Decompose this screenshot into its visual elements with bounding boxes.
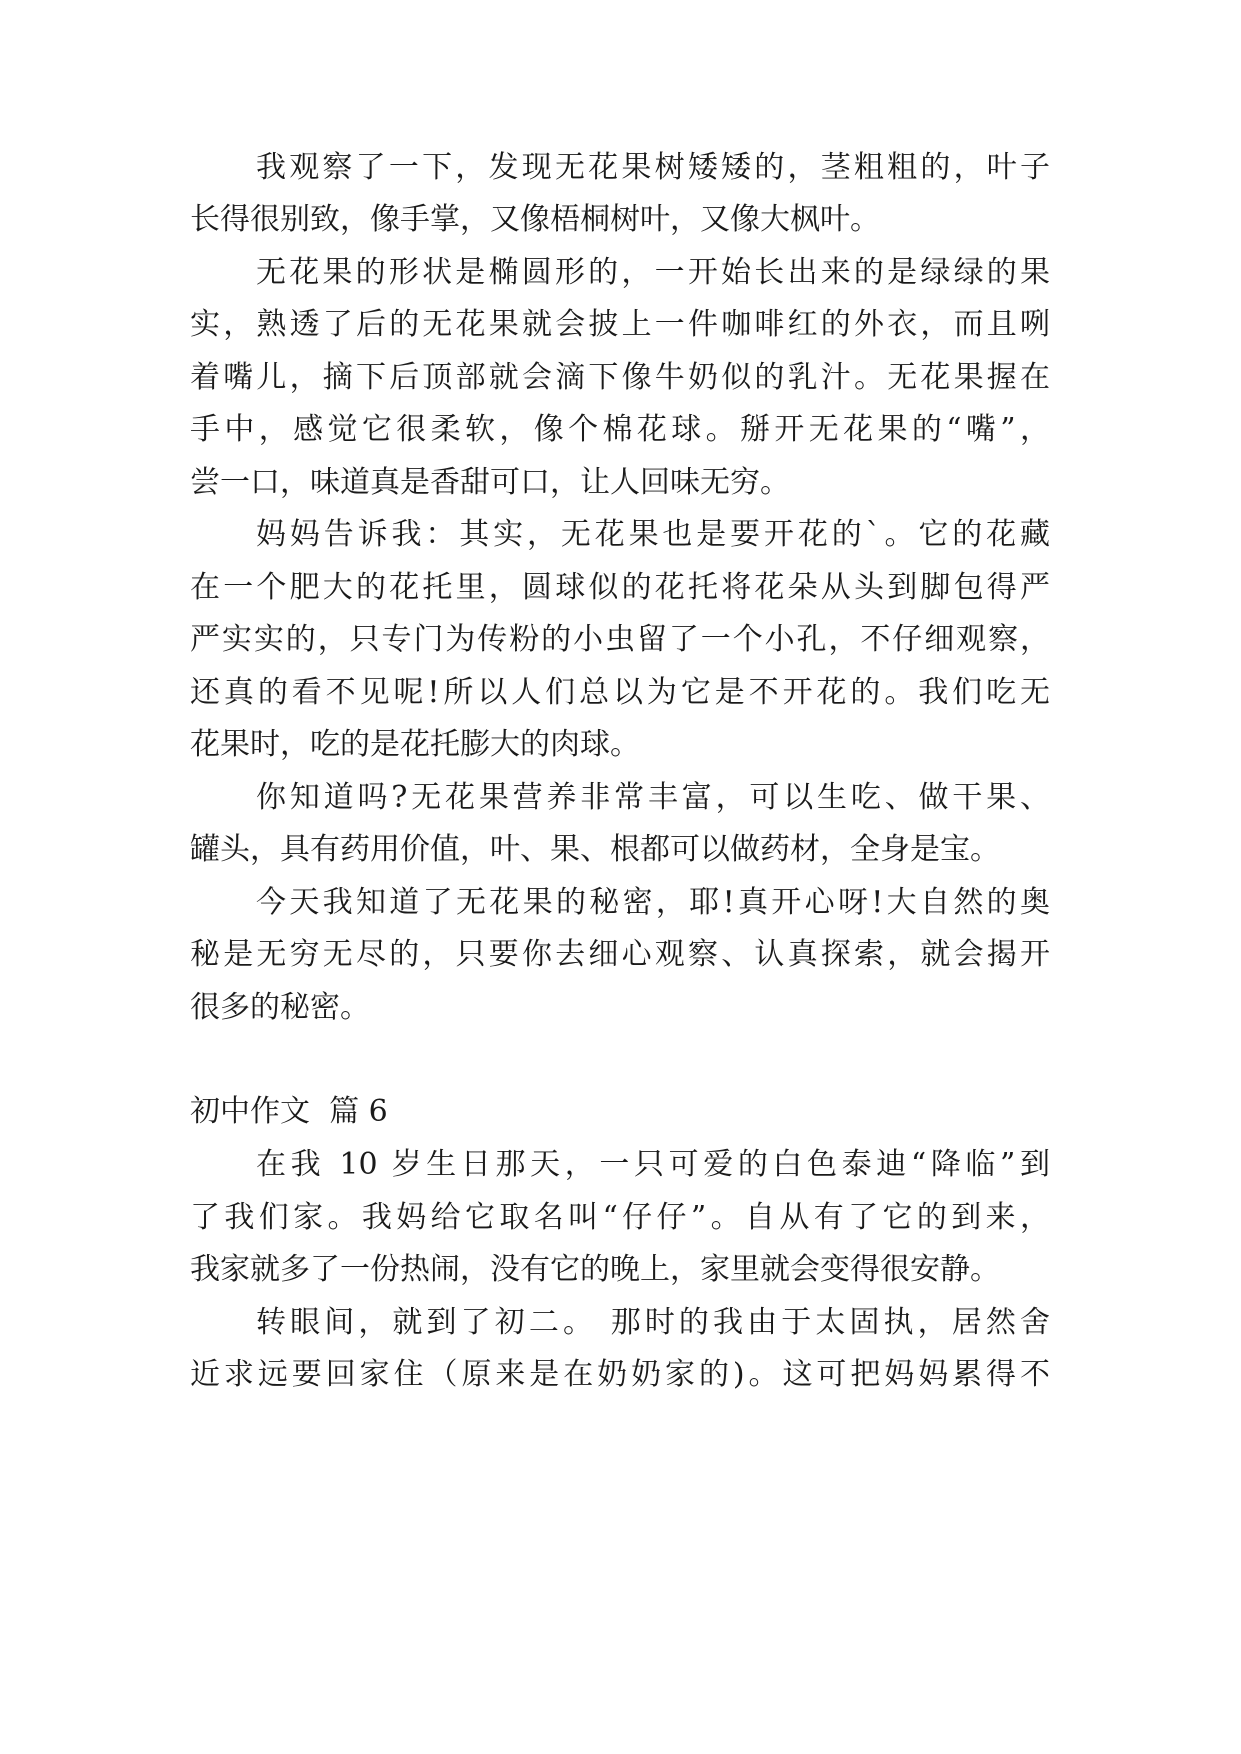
- text-line: 妈妈告诉我：其实，无花果也是要开花的`。它的花藏: [256, 517, 1050, 552]
- text-line: 我家就多了一份热闹，没有它的晚上，家里就会变得很安静。: [190, 1252, 1000, 1287]
- text-line: 着嘴儿，摘下后顶部就会滴下像牛奶似的乳汁。无花果握在: [190, 360, 1050, 395]
- text-line: 秘是无穷无尽的，只要你去细心观察、认真探索，就会揭开: [190, 937, 1050, 972]
- text-line: 你知道吗?无花果营养非常丰富，可以生吃、做干果、: [256, 780, 1050, 815]
- text-line: 今天我知道了无花果的秘密，耶!真开心呀!大自然的奥: [256, 885, 1050, 920]
- text-line: 我观察了一下，发现无花果树矮矮的，茎粗粗的，叶子: [256, 150, 1050, 185]
- text-line: 很多的秘密。: [190, 990, 370, 1025]
- text-line: 转眼间，就到了初二。 那时的我由于太固执，居然舍: [256, 1305, 1050, 1340]
- text-line: 长得很别致，像手掌，又像梧桐树叶，又像大枫叶。: [190, 202, 880, 237]
- text-line: 实，熟透了后的无花果就会披上一件咖啡红的外衣，而且咧: [190, 307, 1050, 342]
- text-line: 花果时，吃的是花托膨大的肉球。: [190, 727, 640, 762]
- text-line: 在我 10 岁生日那天，一只可爱的白色泰迪“降临”到: [256, 1147, 1050, 1182]
- text-line: 严实实的，只专门为传粉的小虫留了一个小孔，不仔细观察，: [190, 622, 1050, 657]
- text-line: 手中，感觉它很柔软，像个棉花球。掰开无花果的“嘴”，: [190, 412, 1050, 447]
- text-line: 尝一口，味道真是香甜可口，让人回味无穷。: [190, 465, 790, 500]
- text-line: 近求远要回家住（原来是在奶奶家的)。这可把妈妈累得不: [190, 1357, 1050, 1392]
- text-line: 在一个肥大的花托里，圆球似的花托将花朵从头到脚包得严: [190, 570, 1050, 605]
- section-heading: 初中作文 篇 6: [190, 1094, 388, 1129]
- text-line: 无花果的形状是椭圆形的，一开始长出来的是绿绿的果: [256, 255, 1050, 290]
- text-line: 了我们家。我妈给它取名叫“仔仔”。自从有了它的到来，: [190, 1200, 1050, 1235]
- text-line: 还真的看不见呢!所以人们总以为它是不开花的。我们吃无: [190, 675, 1050, 710]
- text-line: 罐头，具有药用价值，叶、果、根都可以做药材，全身是宝。: [190, 832, 1000, 867]
